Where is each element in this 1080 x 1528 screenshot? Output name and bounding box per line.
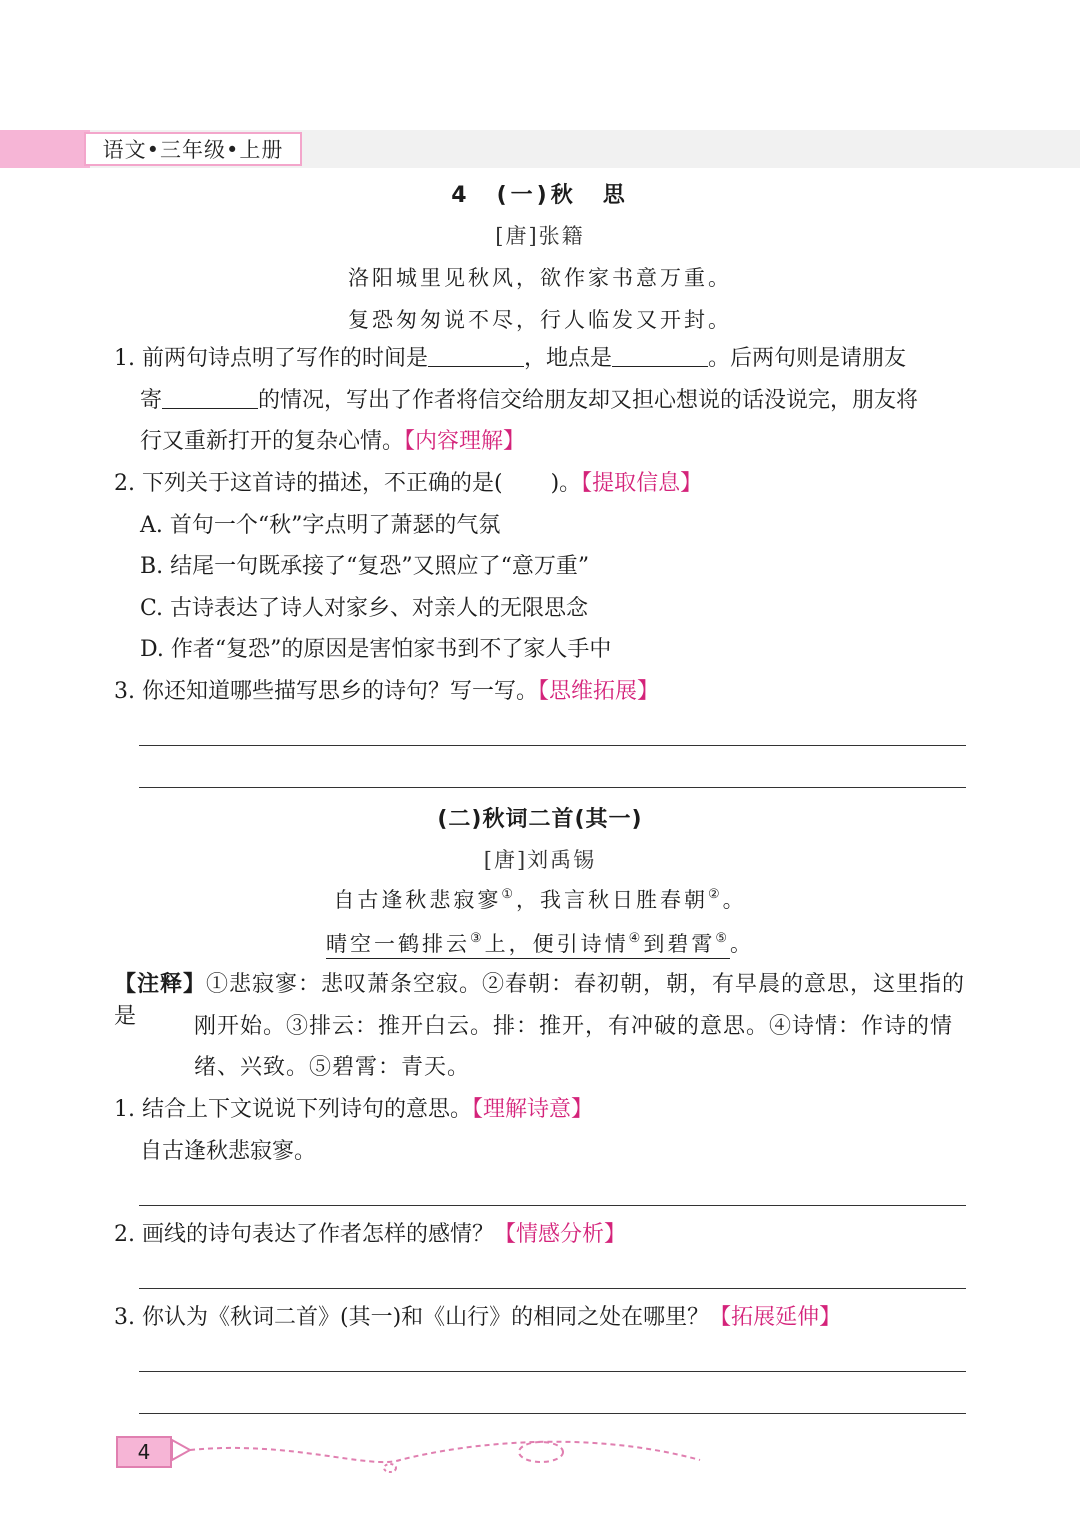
blank-situation[interactable] — [162, 386, 258, 409]
section2-author: [唐]刘禹锡 — [483, 848, 597, 872]
answer-line[interactable] — [139, 1413, 966, 1414]
header-accent — [0, 130, 90, 168]
section1-author: [唐]张籍 — [495, 224, 585, 248]
poem2-line-1: 自古逢秋悲寂寥①，我言秋日胜春朝②。 — [333, 887, 747, 912]
skill-tag: 【提取信息】 — [581, 471, 703, 496]
question2-2: 2. 画线的诗句表达了作者怎样的感情？【情感分析】 — [114, 1222, 627, 1247]
dashed-curve — [190, 1442, 700, 1462]
option-b[interactable]: B. 结尾一句既承接了“复恐”又照应了“意万重” — [140, 554, 590, 579]
poem-line-2: 复恐匆匆说不尽，行人临发又开封。 — [348, 308, 732, 332]
answer-line[interactable] — [139, 1288, 966, 1289]
question2-1-sub: 自古逢秋悲寂寥。 — [140, 1139, 317, 1164]
answer-line[interactable] — [139, 745, 966, 746]
book-label: 语文•三年级•上册 — [84, 132, 302, 166]
dashed-loop-small — [384, 1464, 396, 1472]
option-d[interactable]: D. 作者“复恐”的原因是害怕家书到不了家人手中 — [140, 637, 612, 662]
notes: 【注释】①悲寂寥：悲叹萧条空寂。②春朝：春初朝，朝，有早晨的意思，这里指的是 — [114, 972, 966, 1029]
skill-tag: 【情感分析】 — [494, 1222, 627, 1247]
answer-line[interactable] — [139, 1205, 966, 1206]
blank-time[interactable] — [428, 344, 524, 367]
option-c[interactable]: C. 古诗表达了诗人对家乡、对亲人的无限思念 — [140, 596, 589, 621]
question2-1: 1. 结合上下文说说下列诗句的意思。【理解诗意】 — [114, 1097, 594, 1122]
skill-tag: 【内容理解】 — [404, 429, 526, 454]
decorative-dashed-path — [170, 1430, 710, 1480]
question-1: 1. 前两句诗点明了写作的时间是 ，地点是 。后两句则是请朋友 — [114, 346, 907, 371]
skill-tag: 【拓展延伸】 — [709, 1305, 842, 1330]
skill-tag: 【思维拓展】 — [538, 679, 660, 704]
question-2: 2. 下列关于这首诗的描述，不正确的是( )。【提取信息】 — [114, 471, 703, 496]
notes-line-2: 刚开始。③排云：推开白云。排：推开，有冲破的意思。④诗情：作诗的情 — [194, 1014, 954, 1039]
dashed-loop — [519, 1442, 563, 1462]
section2-title: (二)秋词二首(其一) — [437, 807, 643, 832]
question-1-cont: 寄 的情况，写出了作者将信交给朋友却又担心想说的话没说完，朋友将 — [140, 388, 919, 413]
notes-heading: 【注释】 — [114, 972, 207, 997]
skill-tag: 【理解诗意】 — [472, 1097, 594, 1122]
poem-line-1: 洛阳城里见秋风，欲作家书意万重。 — [348, 266, 732, 290]
blank-place[interactable] — [612, 344, 708, 367]
question2-3: 3. 你认为《秋词二首》(其一)和《山行》的相同之处在哪里？【拓展延伸】 — [114, 1305, 842, 1330]
answer-line[interactable] — [139, 787, 966, 788]
notes-line-3: 绪、兴致。⑤碧霄：青天。 — [194, 1055, 471, 1080]
arrow-icon — [172, 1440, 190, 1460]
page-number: 4 — [116, 1436, 172, 1468]
question-3: 3. 你还知道哪些描写思乡的诗句？写一写。【思维拓展】 — [114, 679, 660, 704]
question-1-end: 行又重新打开的复杂心情。【内容理解】 — [140, 429, 526, 454]
section1-title: 4 (一)秋 思 — [451, 183, 629, 208]
answer-line[interactable] — [139, 1371, 966, 1372]
option-a[interactable]: A. 首句一个“秋”字点明了萧瑟的气氛 — [140, 513, 501, 538]
poem2-line-2-underlined: 晴空一鹤排云③上，便引诗情④到碧霄⑤。 — [0, 928, 1080, 958]
